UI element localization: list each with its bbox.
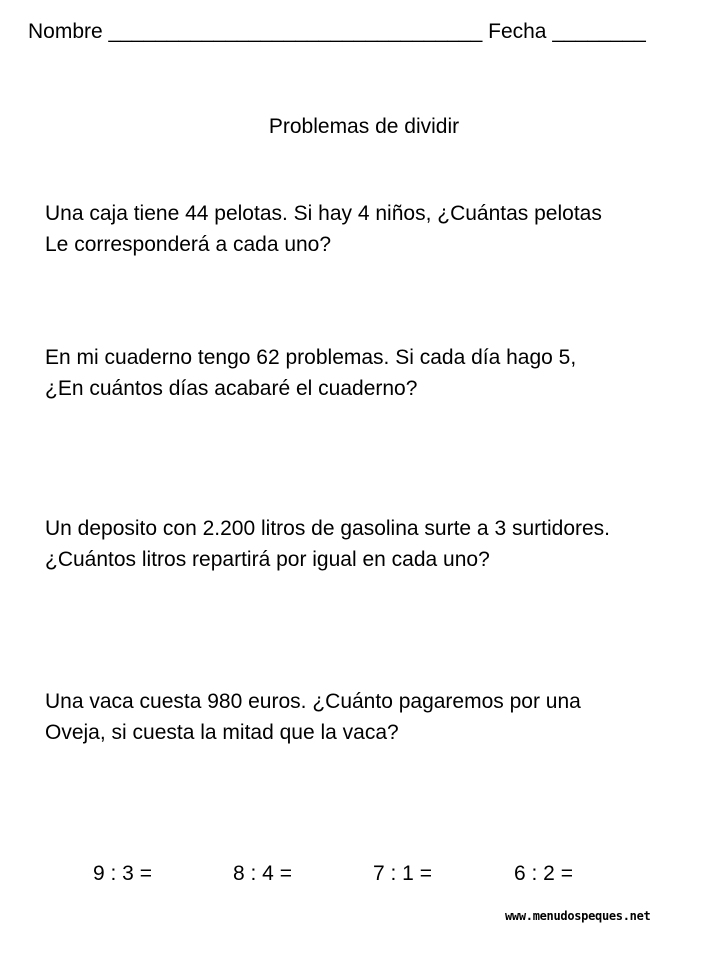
date-blank: ________	[552, 20, 646, 43]
problem-1	[45, 198, 705, 260]
website-credit: www.menudospeques.net	[505, 909, 651, 923]
problem-line: Un deposito con 2.200 litros de gasolina surte a 3 surtidores.	[45, 517, 611, 540]
problem-3	[45, 513, 705, 575]
problem-line: Oveja, si cuesta la mitad que la vaca?	[45, 721, 399, 744]
header	[28, 20, 646, 44]
page-title: Problemas de dividir	[268, 115, 460, 138]
name-label: Nombre	[28, 20, 103, 43]
name-blank: ________________________________	[108, 20, 483, 43]
problem-4	[45, 686, 705, 748]
problem-line: Una vaca cuesta 980 euros. ¿Cuánto pagaremos por una	[45, 690, 581, 713]
operation-3: 7 : 1 =	[373, 862, 432, 885]
operation-4: 6 : 2 =	[514, 862, 573, 885]
operation-1: 9 : 3 =	[93, 862, 152, 885]
date-label: Fecha	[488, 20, 547, 43]
operation-2: 8 : 4 =	[233, 862, 292, 885]
problem-line: En mi cuaderno tengo 62 problemas. Si cada día hago 5,	[45, 346, 577, 369]
problem-2	[45, 342, 705, 404]
problem-line: ¿En cuántos días acabaré el cuaderno?	[45, 377, 418, 400]
problem-line: Le corresponderá a cada uno?	[45, 233, 332, 256]
problem-line: Una caja tiene 44 pelotas. Si hay 4 niños, ¿Cuántas pelotas	[45, 202, 602, 225]
problem-line: ¿Cuántos litros repartirá por igual en cada uno?	[45, 548, 490, 571]
